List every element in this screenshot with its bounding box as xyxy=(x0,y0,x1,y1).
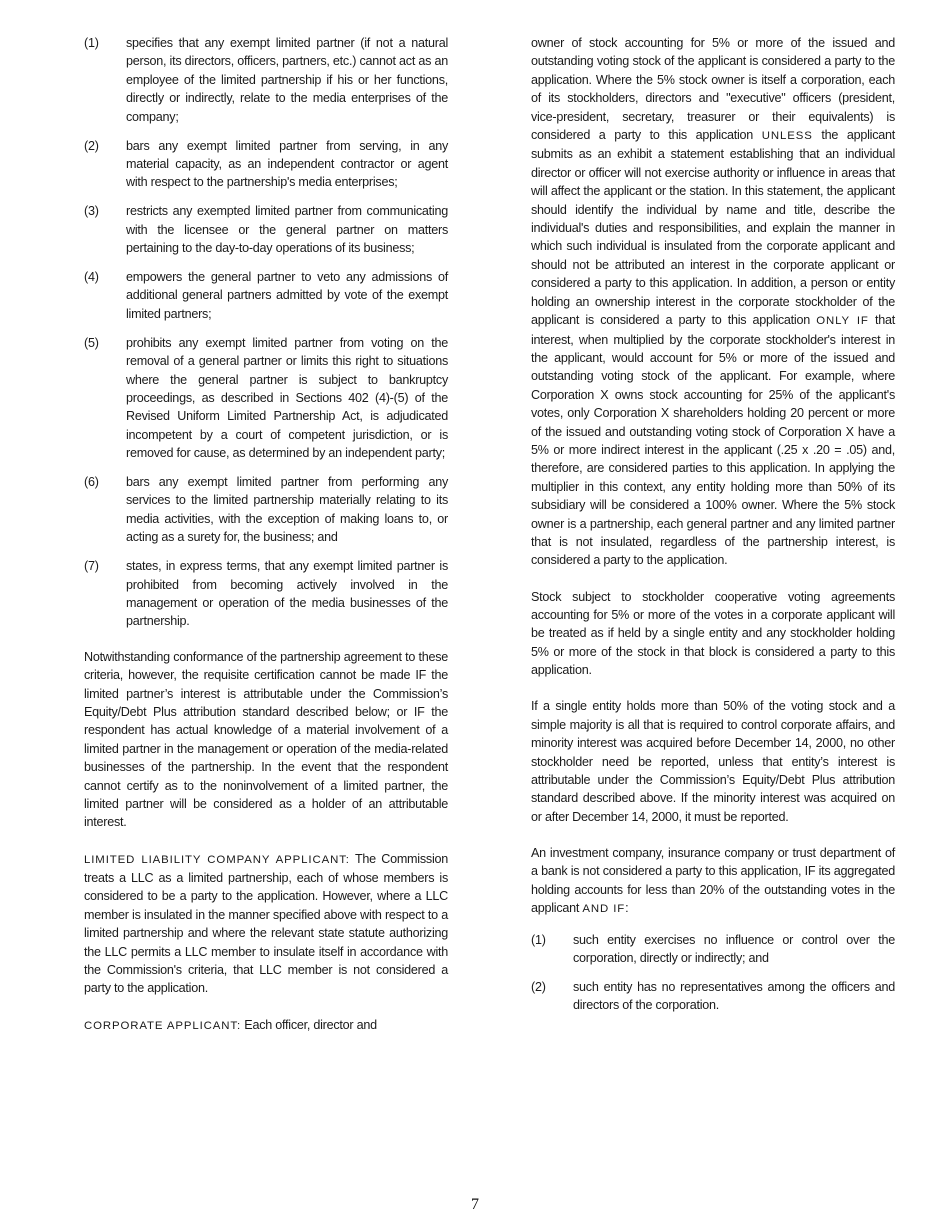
list-item xyxy=(531,978,895,1015)
majority-holder-paragraph: If a single entity holds more than 50% of the voting stock and a simple majority is all that is required to control corporate affairs, and minority interest was acquired before December 14, 2000, no other stockholder need be reported, unless that entity’s interest is attributable under the Commission’s Equity/Debt Plus attribution standard described above. If the minority interest was acquired on or after December 14, 2000, it must be reported. xyxy=(531,699,895,824)
list-text: bars any exempt limited partner from performing any services to the limited partnership materially relating to its media activities, with the exception of making loans to, or acting as a surety for, the business; and xyxy=(126,475,448,545)
list-number: (2) xyxy=(531,979,546,994)
list-item xyxy=(531,931,895,968)
list-number: (1) xyxy=(531,932,546,947)
voting-agreements-paragraph: Stock subject to stockholder cooperative voting agreements accounting for 5% or more of the votes in a corporate applicant will be treated as if held by a single entity and any stockholder holding 5% or more of the stock in that block is considered a party to this application. xyxy=(531,589,895,678)
list-number: (2) xyxy=(84,138,99,153)
list-item xyxy=(84,34,448,126)
investment-company-paragraph xyxy=(531,844,895,919)
unless-emphasis: UNLESS xyxy=(761,130,813,143)
list-item xyxy=(84,268,448,323)
list-text: prohibits any exempt limited partner from voting on the removal of a general partner or limits this right to situations where the general partner is subject to bankruptcy proceedings, as described in Sections 402 (4)-(5) of the Revised Uniform Limited Partnership Act, is adjudicated incompetent by a court of competent jurisdiction, or is removed for cause, as determined by an independent party; xyxy=(126,335,448,461)
list-item xyxy=(84,137,448,192)
corporate-heading: CORPORATE APPLICANT: xyxy=(84,1019,242,1032)
list-item xyxy=(84,202,448,257)
text-run: the applicant submits as an exhibit a statement establishing that an individual director or officer will not exercise authority or influence in areas that will affect the applicant or the station. In this statement, the applicant should identify the individual by name and title, describe the individual's duties and responsibilities, and explain the manner in which such individual is insulated from the corporate applicant and should not be attributed an interest in the corporate applicant or considered a party to this application. In addition, a person or entity holding an ownership interest in the corporate stockholder of the applicant is considered a party to this application xyxy=(531,128,896,328)
llc-paragraph xyxy=(84,850,448,998)
list-item xyxy=(84,557,448,631)
list-number: (7) xyxy=(84,559,99,574)
list-text: such entity has no representatives among the officers and directors of the corporation. xyxy=(573,979,895,1013)
llc-heading: LIMITED LIABILITY COMPANY APPLICANT: xyxy=(84,853,350,866)
and-if-emphasis: AND IF xyxy=(582,903,626,916)
list-text: states, in express terms, that any exempt limited partner is prohibited from becoming actively involved in the management or operation of the media businesses of the partnership. xyxy=(126,559,448,629)
list-text: specifies that any exempt limited partner (if not a natural person, its directors, officers, partners, etc.) cannot act as an employee of the limited partnership if his or her functions, directly or indirectly, relate to the media enterprises of the company; xyxy=(126,36,448,124)
list-number: (6) xyxy=(84,475,99,490)
text-run: owner of stock accounting for 5% or more of the issued and outstanding voting stock of the applicant is considered a party to the application. Where the 5% stock owner is itself a corporation, each of its stockholders, directors and "executive" officers (president, vice-president, secretary, treasurer or their equivalents) is considered a party to this application xyxy=(531,36,895,143)
list-number: (5) xyxy=(84,335,99,350)
list-number: (1) xyxy=(84,36,99,50)
list-number: (3) xyxy=(84,204,99,219)
left-column xyxy=(84,34,448,1035)
list-item xyxy=(84,473,448,547)
list-text: bars any exempt limited partner from serving, in any material capacity, as an independent contractor or agent with respect to the partnership's media enterprises; xyxy=(126,138,448,190)
list-item xyxy=(84,334,448,463)
corporate-continuation-paragraph xyxy=(531,34,895,570)
list-text: restricts any exempted limited partner from communicating with the licensee or the general partner on matters pertaining to the day-to-day operations of its business; xyxy=(126,204,448,256)
list-text: such entity exercises no influence or control over the corporation, directly or indirectly; and xyxy=(573,932,895,966)
llc-text: The Commission treats a LLC as a limited partnership, each of whose members is considered to be a party to the application. However, where a LLC member is insulated in the manner specified above with respect to a limited partnership and where the relevant state statute authorizing the LLC permits a LLC member to insulate itself in accordance with the Commission's criteria, that LLC member is not considered a party to the application. xyxy=(84,851,448,996)
right-column xyxy=(531,34,895,1025)
text-run: : xyxy=(625,901,629,916)
list-text: empowers the general partner to veto any admissions of additional general partners admitted by vote of the exempt limited partners; xyxy=(126,269,448,321)
investment-criteria-list xyxy=(531,931,895,1015)
notwithstanding-paragraph: Notwithstanding conformance of the partnership agreement to these criteria, however, the requisite certification cannot be made IF the limited partner’s interest is attributable under the Commission’s Equity/Debt Plus attribution standard described below; or IF the respondent has actual knowledge of a material involvement of a limited partner in the management or operation of the media-related businesses of the partnership. In the event that the respondent cannot certify as to the noninvolvement of a limited partner, the limited partner will be considered as a holder of an attributable interest. xyxy=(84,649,448,830)
list-number: (4) xyxy=(84,269,99,284)
text-run: An investment company, insurance company or trust department of a bank is not considered a party to this application, IF its aggregated holding accounts for less than 20% of the outstanding votes in the applicant xyxy=(531,846,895,916)
text-run: that interest, when multiplied by the corporate stockholder's interest in the applicant, would account for 5% or more of the issued and outstanding voting stock of the applicant. For example, where Corporation X owns stock accounting for 25% of the applicant's votes, only Corporation X shareholders holding 20 percent or more of the issued and outstanding voting stock of Corporation X have a 5% or more indirect interest in the applicant (.25 x .20 = .05) and, therefore, are considered parties to this application. In applying the multiplier in this context, any entity holding more than 50% of its subsidiary will be considered a 100% owner. Where the 5% stock owner is a partnership, each general partner and any limited partner that is not insulated, regardless of the partnership interest, is considered a party to the application. xyxy=(531,313,895,568)
corporate-paragraph xyxy=(84,1016,448,1035)
page-number: 7 xyxy=(471,1196,479,1213)
only-if-emphasis: ONLY IF xyxy=(816,315,869,328)
corporate-text: Each officer, director and xyxy=(241,1017,377,1032)
